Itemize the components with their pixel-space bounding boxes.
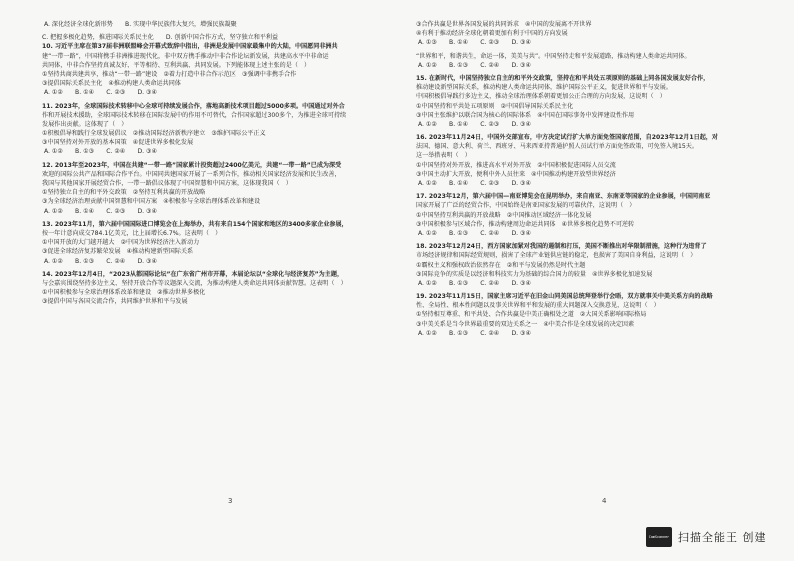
page-number-left: 3 (228, 497, 233, 505)
text-line: A. ①③ B. ①④ C. ②③ D. ③④ (418, 39, 531, 47)
text-line: 19. 2023年11月15日，国家主席习近平在旧金山同美国总统拜登举行会晤，双方就事关中美关系方向的战略 (416, 293, 713, 301)
text-line: ③为全球经济治理贡献中国智慧和中国方案 ④积极参与全球治理体系改革和建设 (42, 198, 261, 206)
text-line: ③中国积极参与区域合作，推动构建周边命运共同体 ④世界多极化趋势不可逆转 (416, 220, 635, 228)
text-line: A. 深化经济全球化新形势 B. 实现中华民族伟大复兴，增强民族凝聚 (44, 21, 237, 28)
text-line: 法国、德国、意大利、荷兰、西班牙、马来西亚持普通护照人员试行单方面免签政策，可免签入境15天。 (416, 143, 698, 151)
text-line: ①中国坚持和平共处五项原则 ②中国倡导国际关系民主化 (416, 102, 574, 110)
text-line: 按一年计意向成交784.1亿美元，比上届增长6.7%。这表明（ ） (42, 229, 222, 237)
text-line: 推动建设新型国际关系，推动构建人类命运共同体，维护国际公平正义，促进世界和平与发展。 (416, 84, 672, 92)
text-line: 作和开展技术援助，全球国际技术转移在国际发展中的作用不可替代，合作国家超过300多个，为推进全球可持续 (42, 111, 347, 119)
text-line: 欢迎的国际公共产品和国际合作平台。中国同共建国家开展了一系列合作，推动相关国家经济发展和民生改善， (42, 170, 341, 178)
text-line: A. ①② B. ①③ C. ②④ D. ③④ (418, 229, 531, 237)
text-line: 这一举措表明（ ） (416, 152, 471, 160)
text-line: 13. 2023年11月，第六届中国国际进口博览会在上海举办，共有来自154个国家和地区的3400多家企业参展， (42, 220, 348, 228)
text-line: 12. 2013年至2023年，中国在共建“一带一路”国家累计投资超过2400亿美元，共建“一带一路”已成为深受 (42, 161, 342, 169)
text-line: ①中国积极参与全球治理体系改革和建设 ②推动世界多极化 (42, 289, 206, 297)
text-line: ③中国主张维护以联合国为核心的国际体系 ④中国在国际事务中发挥建设性作用 (416, 111, 635, 119)
text-line: A. ①② B. ①④ C. ②③ D. ③④ (418, 120, 531, 128)
text-line: 市场经济规律和国际经贸规则，损害了全球产业链供应链的稳定，也损害了美国自身利益，这说明（ ） (416, 252, 697, 260)
text-line: ①中国开放的大门越开越大 ②中国为世界经济注入新动力 (42, 239, 200, 247)
text-line: 建“一带一路”，中国将携手非洲推进现代化，非中双方携手推动中非合作论坛新发展，共建高水平中非命运 (42, 52, 329, 60)
text-line: ③提倡中国与各国交流合作，共同维护世界和平与发展 (42, 298, 188, 306)
text-line: ③中美关系是当今世界最重要的双边关系之一 ④中美合作是全球发展的决定因素 (416, 320, 635, 328)
text-line: 10. 习近平主席在第37届非洲联盟峰会开幕式致辞中指出，非洲是发展中国家最集中的大陆，中国愿同非洲共 (42, 43, 338, 51)
text-line: 国家开展了广泛的经贸合作，中国始终是南亚国家发展的可靠伙伴，这说明（ ） (416, 202, 636, 210)
text-line: A. ①② B. ①③ C. ②④ D. ③④ (418, 329, 531, 337)
text-line: 16. 2023年11月24日，中国外交部宣布，中方决定试行扩大单方面免签国家范围，自2023年12月1日起，对 (416, 134, 718, 142)
right-column (416, 20, 768, 342)
logo-text: CamScanner (648, 535, 670, 539)
page-number-right: 4 (602, 497, 607, 505)
text-line: “世界和平，和谐共生，命运一体，美美与共”。中国坚持走和平发展道路，推动构建人类命运共同体。 (416, 52, 691, 60)
camscanner-watermark (646, 527, 767, 547)
text-line: ①霸权主义和强权政治依然存在 ②和平与发展仍然是时代主题 (416, 261, 586, 269)
text-line: A. ①② B. ①④ C. ②③ D. ③④ (418, 180, 531, 187)
text-line: 性、全局性、根本性问题以及事关世界和平和发展的重大问题深入交换意见，这说明（ ） (416, 302, 660, 310)
text-line: 18. 2023年12月24日，西方国家加紧对我国的遏制和打压，美国不断推出对华限制措施，这种行为违背了 (416, 243, 707, 251)
text-line: ①中国坚持对外开放，推进高水平对外开放 ②中国积极促进国际人员交流 (416, 161, 616, 169)
text-line: A. ①② B. ①③ C. ②④ D. ③④ (44, 257, 157, 265)
camscanner-logo-icon (646, 527, 672, 547)
text-line: 发展作出贡献。这体现了（ ） (42, 120, 128, 128)
text-line: ③中国坚持对外开放的基本国策 ④促进世界多极化发展 (42, 139, 194, 147)
left-column (42, 20, 394, 306)
text-line: ①坚持独立自主的和平外交政策 ②坚持互利共赢的开放战略 (42, 189, 206, 197)
text-line: 11. 2023年，全球国际技术转移中心全球可持续发展合作，落地高新技术项目超过5000多项。中国通过对外合 (42, 102, 345, 110)
text-line: ③合作共赢是世界各国发展的共同诉求 ④中国的发展离不开世界 (416, 21, 592, 28)
text-line: ③中国主动扩大开放，便利中外人员往来 ④中国推动构建开放型世界经济 (416, 170, 616, 178)
text-line: ③提倡国际关系民主化 ④推动构建人类命运共同体 (42, 80, 181, 88)
text-line: ①坚持共商共建共享，推动“一带一路”建设 ②着力打造中非合作示范区 ③强调中非携手合作 (42, 70, 297, 78)
text-line: 与会嘉宾围绕坚持多边主义、坚持开放合作等议题深入交流，为推动构建人类命运共同体贡献智慧。这表明（ ） (42, 279, 347, 287)
text-line: 15. 在新时代，中国坚持独立自主的和平外交政策，坚持在和平共处五项原则的基础上同各国发展友好合作， (416, 74, 710, 82)
text-line: ①中国坚持互利共赢的开放战略 ②中国推动区域经济一体化发展 (416, 211, 592, 219)
text-line: A. ①② B. ①③ C. ②④ D. ③④ (418, 279, 531, 287)
text-line: A. ①② B. ①④ C. ②③ D. ③④ (44, 207, 157, 215)
text-line: A. ①② B. ①④ C. ②③ D. ③④ (44, 89, 157, 97)
text-line: A. ①② B. ①③ C. ②④ D. ③④ (418, 61, 531, 69)
text-line: A. ①② B. ①③ C. ②④ D. ③④ (44, 148, 157, 156)
text-line: ①坚持相互尊重、和平共处、合作共赢是中美正确相处之道 ②大国关系影响国际格局 (416, 311, 647, 319)
text-line: ①积极倡导和践行全球发展倡议 ②推动国际经济新秩序建立 ③维护国际公平正义 (42, 130, 266, 138)
text-line: ④有利于推动经济全球化朝着更加有利于中国的方向发展 (416, 30, 568, 38)
text-line: 17. 2023年12月，第六届中国—南亚博览会在昆明举办，来自南亚、东南亚等国家的企业参展，中国同南亚 (416, 193, 711, 201)
text-line: 我国与其他国家开展经贸合作，一带一路倡议体现了中国智慧和中国方案，这体现我国（ ） (42, 180, 292, 187)
text-line: ③国际竞争的实质是以经济和科技实力为基础的综合国力的较量 ④世界多极化加速发展 (416, 270, 653, 278)
text-line: ③促进全球经济复苏繁荣发展 ④推动构建新型国际关系 (42, 248, 194, 256)
text-line: C. 把握多极化趋势，推进国际关系民主化 D. 创新中国合作方式，坚守独立和平利益 (42, 34, 279, 42)
text-line: 共同体，中非合作坚持真诚友好、平等相待、互利共赢、共同发展。下列能体现上述主张的是（ ） (42, 61, 311, 69)
text-line: 中国积极倡导践行多边主义，推动全球治理体系朝着更加公正合理的方向发展，这说明（ ） (416, 93, 666, 101)
watermark-label: 扫描全能王 创建 (678, 531, 767, 544)
text-line: 14. 2023年12月4日，“2023从都国际论坛”在广东省广州市开幕，本届论坛以“全球化与经济复苏”为主题， (42, 270, 344, 278)
